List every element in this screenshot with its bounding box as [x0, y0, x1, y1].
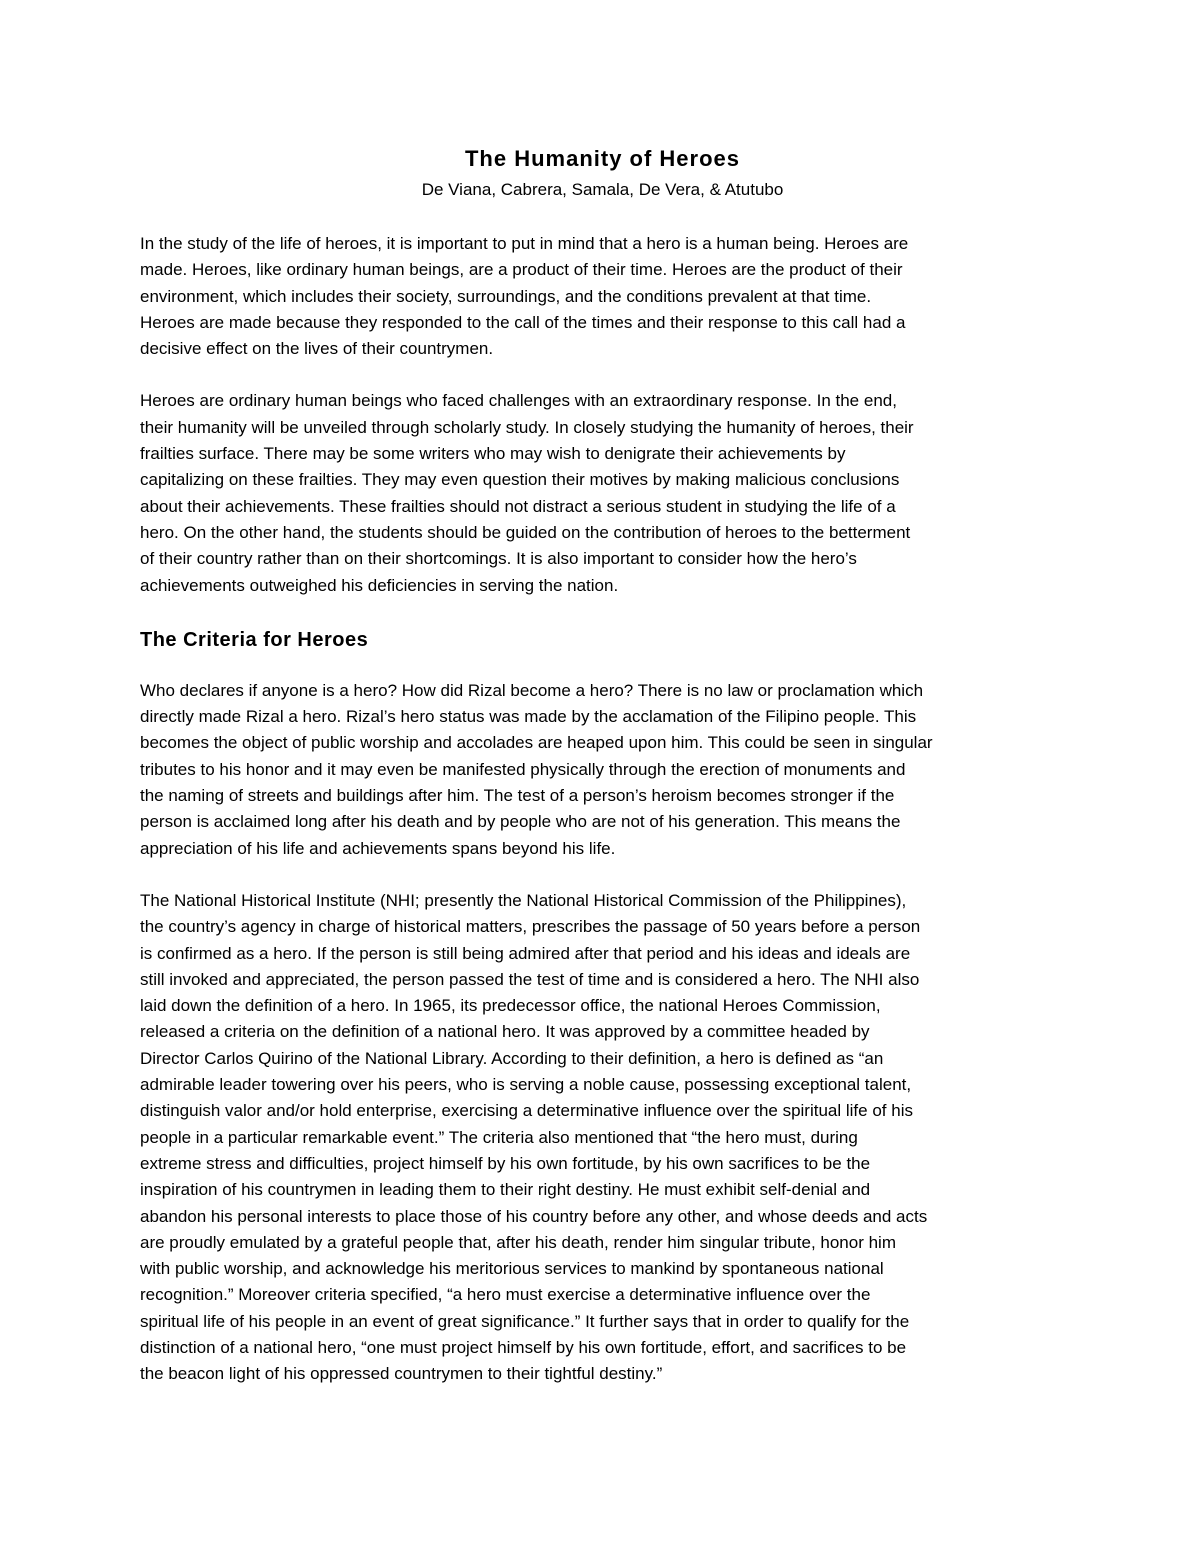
paragraph-line: distinction of a national hero, “one must project himself by his own fortitude, effort, and sacrifices to be [140, 1337, 907, 1357]
paragraph [140, 678, 1065, 862]
intro-section [140, 231, 1065, 599]
paragraph-line: Heroes are made because they responded to the call of the times and their response to this call had a [140, 312, 906, 332]
paragraph-line: environment, which includes their society, surroundings, and the conditions prevalent at that time. [140, 286, 872, 306]
paragraph-line: are proudly emulated by a grateful people that, after his death, render him singular tribute, honor him [140, 1232, 896, 1252]
paragraph-line: still invoked and appreciated, the person passed the test of time and is considered a hero. The NHI also [140, 969, 920, 989]
paragraph-line: abandon his personal interests to place those of his country before any other, and whose deeds and acts [140, 1206, 928, 1226]
paragraph-line: of their country rather than on their shortcomings. It is also important to consider how the hero’s [140, 549, 857, 569]
paragraph [140, 388, 1065, 598]
paragraph-line: Heroes are ordinary human beings who faced challenges with an extraordinary response. In the end, [140, 391, 897, 411]
paragraph-line: is confirmed as a hero. If the person is still being admired after that period and his ideas and ideals are [140, 943, 911, 963]
paragraph-line: hero. On the other hand, the students should be guided on the contribution of heroes to the betterment [140, 522, 911, 542]
paragraph-line: distinguish valor and/or hold enterprise, exercising a determinative influence over the spiritual life of his [140, 1101, 913, 1121]
paragraph-line: achievements outweighed his deficiencies in serving the nation. [140, 575, 619, 595]
paragraph-line: decisive effect on the lives of their countrymen. [140, 339, 494, 359]
paragraph-line: person is acclaimed long after his death and by people who are not of his generation. This means the [140, 812, 901, 832]
paragraph-line: the beacon light of his oppressed countrymen to their tightful destiny.” [140, 1364, 663, 1384]
paragraph-line: the naming of streets and buildings after him. The test of a person’s heroism becomes stronger if the [140, 786, 895, 806]
paragraph-line: their humanity will be unveiled through scholarly study. In closely studying the humanity of heroes, their [140, 417, 914, 437]
paragraph-line: with public worship, and acknowledge his meritorious services to mankind by spontaneous national [140, 1259, 884, 1279]
paragraph-line: laid down the definition of a hero. In 1965, its predecessor office, the national Heroes Commission, [140, 996, 881, 1016]
paragraph-line: recognition.” Moreover criteria specified, “a hero must exercise a determinative influence over the [140, 1285, 871, 1305]
paragraph-line: inspiration of his countrymen in leading them to their right destiny. He must exhibit self-denial and [140, 1180, 871, 1200]
paragraph-line: people in a particular remarkable event.” The criteria also mentioned that “the hero must, during [140, 1127, 858, 1147]
section-heading-criteria: The Criteria for Heroes [140, 628, 369, 651]
paragraph-line: spiritual life of his people in an event of great significance.” It further says that in order to qualify for the [140, 1311, 910, 1331]
paragraph-line: admirable leader towering over his peers, who is serving a noble cause, possessing exceptional talent, [140, 1075, 912, 1095]
document-authors: De Viana, Cabrera, Samala, De Vera, & Atutubo [421, 180, 784, 199]
paragraph-line: extreme stress and difficulties, project himself by his own fortitude, by his own sacrifices to be the [140, 1153, 871, 1173]
paragraph-line: becomes the object of public worship and accolades are heaped upon him. This could be seen in singular [140, 733, 933, 753]
paragraph-line: capitalizing on these frailties. They may even question their motives by making malicious conclusions [140, 470, 900, 490]
paragraph-line: about their achievements. These frailties should not distract a serious student in studying the life of a [140, 496, 896, 516]
paragraph-line: the country’s agency in charge of historical matters, prescribes the passage of 50 years before a person [140, 917, 921, 937]
criteria-section [140, 678, 1065, 1388]
paragraph-line: The National Historical Institute (NHI; presently the National Historical Commission of the Philippines), [140, 890, 907, 910]
paragraph-line: appreciation of his life and achievements spans beyond his life. [140, 838, 616, 858]
paragraph-line: Who declares if anyone is a hero? How did Rizal become a hero? There is no law or proclamation which [140, 680, 924, 700]
paragraph-line: released a criteria on the definition of a national hero. It was approved by a committee headed by [140, 1022, 870, 1042]
paragraph [140, 231, 1065, 362]
paragraph-line: Director Carlos Quirino of the National Library. According to their definition, a hero is defined as “an [140, 1048, 884, 1068]
paragraph-line: tributes to his honor and it may even be manifested physically through the erection of monuments and [140, 759, 906, 779]
paragraph-line: frailties surface. There may be some writers who may wish to denigrate their achievements by [140, 444, 846, 464]
paragraph-line: directly made Rizal a hero. Rizal’s hero status was made by the acclamation of the Filipino people. This [140, 707, 917, 727]
document-page [140, 142, 1065, 1414]
paragraph-line: In the study of the life of heroes, it is important to put in mind that a hero is a human being. Heroes are [140, 234, 909, 253]
document-title: The Humanity of Heroes [464, 146, 741, 171]
paragraph [140, 888, 1065, 1388]
paragraph-line: made. Heroes, like ordinary human beings, are a product of their time. Heroes are the product of their [140, 260, 903, 280]
